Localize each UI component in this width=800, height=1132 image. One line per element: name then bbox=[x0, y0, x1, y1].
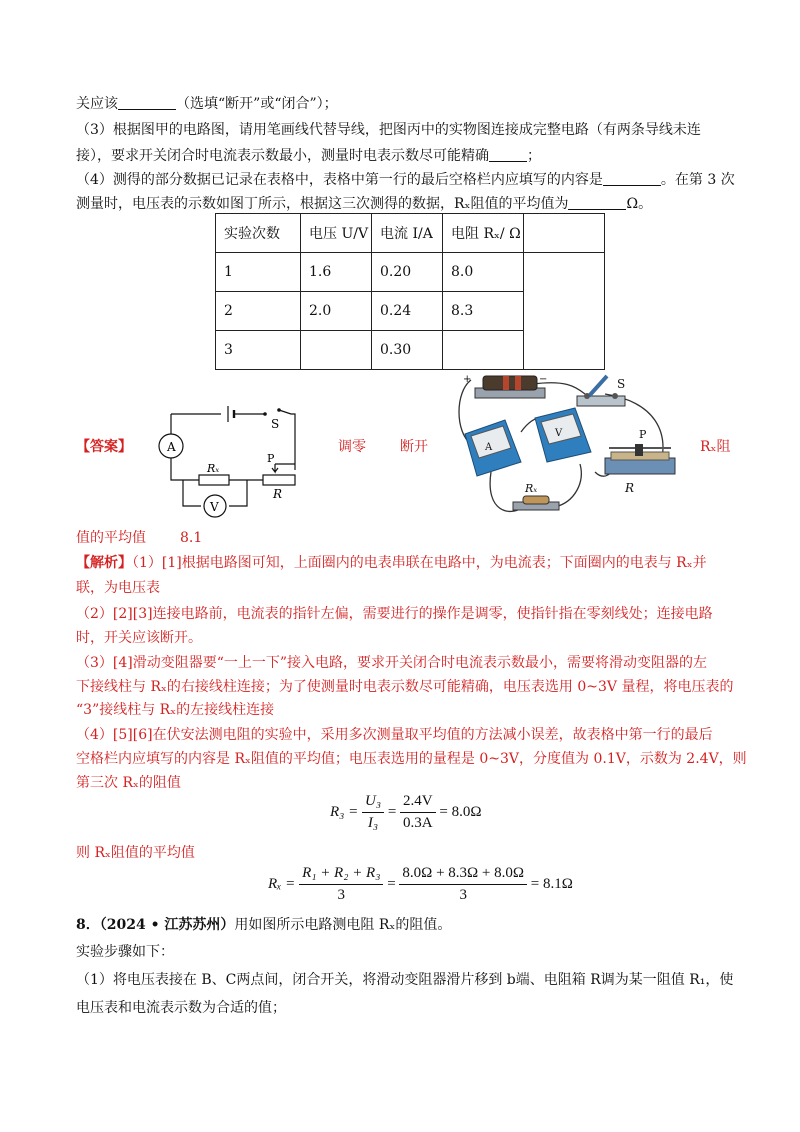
rheostat-photo-label: R bbox=[625, 481, 635, 495]
question-line: 实验步骤如下： bbox=[76, 944, 174, 960]
formula-lhs: Rₓ = bbox=[268, 875, 296, 892]
analysis-line: 第三次 Rₓ的阻值 bbox=[76, 775, 181, 791]
answer-blank bbox=[568, 195, 626, 210]
battery-icon bbox=[463, 374, 547, 398]
rheostat-label: R bbox=[273, 487, 283, 501]
text: 。在第 3 次 bbox=[660, 172, 735, 188]
table-header: 实验次数 bbox=[216, 214, 301, 253]
table-header: 电流 I/A bbox=[372, 214, 443, 253]
battery-plus: + bbox=[463, 374, 472, 385]
fraction-numerator: 8.0Ω + 8.3Ω + 8.0Ω bbox=[399, 865, 527, 885]
fraction bbox=[299, 865, 383, 904]
formula-r3 bbox=[330, 793, 481, 832]
rheostat-slider-label: P bbox=[639, 428, 647, 441]
analysis-line: 下接线柱与 Rₓ的右接线柱连接；为了使测量时电表示数尽可能精确，电压表选用 0~3V 量程，将电压表的 bbox=[76, 679, 734, 695]
circuit-diagram bbox=[155, 398, 305, 518]
fraction-denominator: 0.3A bbox=[403, 815, 433, 831]
fraction bbox=[400, 793, 436, 832]
text: Ω。 bbox=[626, 196, 653, 212]
fraction-denominator: I₃ bbox=[367, 815, 379, 831]
resistor-rx-symbol bbox=[199, 475, 229, 485]
voltmeter-icon bbox=[535, 408, 591, 462]
table-cell bbox=[443, 331, 524, 370]
answer-blank bbox=[603, 171, 661, 186]
table-cell: 0.30 bbox=[372, 331, 443, 370]
table-header: 电压 U/V bbox=[301, 214, 372, 253]
fraction bbox=[399, 865, 527, 904]
answer-line bbox=[76, 528, 202, 548]
text: 关应该 bbox=[76, 96, 118, 112]
answer-3: Rₓ阻 bbox=[700, 439, 731, 455]
question-line bbox=[76, 170, 735, 190]
answer-2: 断开 bbox=[400, 439, 428, 455]
table-cell: 8.3 bbox=[443, 292, 524, 331]
switch-icon bbox=[577, 376, 625, 406]
answer-blank bbox=[118, 95, 176, 110]
question-source: （2024 • 江苏苏州） bbox=[99, 917, 235, 933]
ammeter-label: A bbox=[167, 440, 176, 454]
fraction bbox=[362, 793, 384, 832]
ammeter-icon bbox=[465, 420, 521, 476]
question-8-title bbox=[76, 915, 451, 935]
fraction-denominator: 3 bbox=[459, 887, 467, 903]
analysis-line: “3”接线柱与 Rₓ的左接线柱连接 bbox=[76, 702, 275, 718]
analysis-line: 时，开关应该断开。 bbox=[76, 630, 202, 646]
answer-label: 【答案】 bbox=[76, 439, 132, 455]
formula-equals: = bbox=[387, 875, 396, 892]
text: 接），要求开关闭合时电流表示数最小，测量时电表示数尽可能精确 bbox=[76, 148, 489, 164]
analysis-line: 联，为电压表 bbox=[76, 580, 160, 596]
data-table bbox=[215, 213, 605, 370]
fraction-numerator: 2.4V bbox=[400, 793, 436, 813]
text: （选填“断开”或“闭合”）； bbox=[176, 96, 338, 112]
question-line: （1）将电压表接在 B、C两点间，闭合开关，将滑动变阻器滑片移到 b端、电阻箱 R调为某一阻值 R₁，使 bbox=[76, 972, 734, 988]
table-cell: 1 bbox=[216, 253, 301, 292]
formula-lhs: R₃ = bbox=[330, 803, 359, 820]
fraction-numerator: U₃ bbox=[362, 793, 384, 813]
text: 值的平均值 bbox=[76, 530, 146, 546]
analysis-line: 则 Rₓ阻值的平均值 bbox=[76, 845, 195, 861]
analysis-line: （4）[5][6]在伏安法测电阻的实验中，采用多次测量取平均值的方法减小误差，故表格中第一行的最后 bbox=[76, 727, 713, 743]
voltmeter-photo-label: V bbox=[555, 428, 563, 439]
table-row bbox=[216, 253, 605, 292]
ammeter-photo-label: A bbox=[485, 442, 493, 453]
resistor-photo-label: Rₓ bbox=[525, 482, 538, 495]
analysis-line bbox=[76, 553, 707, 573]
text: （4）测得的部分数据已记录在表格中，表格中第一行的最后空格栏内应填写的内容是 bbox=[76, 172, 603, 188]
question-line bbox=[76, 94, 338, 114]
question-number: 8． bbox=[76, 917, 100, 933]
table-cell: 0.20 bbox=[372, 253, 443, 292]
text: 测量时，电压表的示数如图丁所示，根据这三次测得的数据，Rₓ阻值的平均值为 bbox=[76, 196, 569, 212]
formula-equals: = bbox=[387, 803, 397, 820]
table-cell bbox=[301, 331, 372, 370]
table-cell: 1.6 bbox=[301, 253, 372, 292]
question-line: 电压表和电流表示数为合适的值； bbox=[76, 1000, 286, 1016]
analysis-line: （2）[2][3]连接电路前，电流表的指针左偏，需要进行的操作是调零，使指针指在零刻线处；连接电路 bbox=[76, 606, 713, 622]
question-line bbox=[76, 194, 652, 214]
table-cell-average bbox=[524, 253, 605, 370]
text: 用如图所示电路测电阻 Rₓ的阻值。 bbox=[234, 917, 452, 933]
answer-blank bbox=[489, 147, 527, 162]
switch-photo-label: S bbox=[617, 377, 626, 391]
table-cell: 2 bbox=[216, 292, 301, 331]
answer-1: 调零 bbox=[338, 439, 366, 455]
resistor-rx-label: Rₓ bbox=[207, 462, 220, 475]
slider-label: P bbox=[267, 452, 275, 465]
fraction-numerator: R₁ + R₂ + R₃ bbox=[299, 865, 383, 885]
fraction-denominator: 3 bbox=[337, 887, 345, 903]
formula-rx bbox=[268, 865, 573, 904]
battery-minus: − bbox=[539, 374, 548, 385]
table-cell: 8.0 bbox=[443, 253, 524, 292]
question-line: （3）根据图甲的电路图，请用笔画线代替导线，把图丙中的实物图连接成完整电路（有两条导线未连 bbox=[76, 122, 701, 138]
rheostat-symbol bbox=[263, 475, 295, 485]
table-cell: 3 bbox=[216, 331, 301, 370]
formula-result: = 8.0Ω bbox=[439, 803, 482, 820]
analysis-line: （3）[4]滑动变阻器要“一上一下”接入电路，要求开关闭合时电流表示数最小，需要将滑动变阻器的左 bbox=[76, 655, 708, 671]
table-header bbox=[524, 214, 605, 253]
switch-label: S bbox=[271, 417, 280, 431]
resistor-photo-icon bbox=[513, 482, 559, 510]
table-header: 电阻 Rₓ/ Ω bbox=[443, 214, 524, 253]
table-header-row bbox=[216, 214, 605, 253]
answer-4: 8.1 bbox=[180, 530, 203, 546]
apparatus-illustration bbox=[455, 372, 685, 522]
voltmeter-label: V bbox=[210, 500, 219, 514]
question-line bbox=[76, 146, 541, 166]
text: （1）[1]根据电路图可知，上面圈内的电表串联在电路中，为电流表；下面圈内的电表与 Rₓ并 bbox=[132, 555, 707, 571]
analysis-label: 【解析】 bbox=[76, 555, 132, 571]
formula-result: = 8.1Ω bbox=[530, 875, 573, 892]
table-cell: 2.0 bbox=[301, 292, 372, 331]
table-cell: 0.24 bbox=[372, 292, 443, 331]
analysis-line: 空格栏内应填写的内容是 Rₓ阻值的平均值；电压表选用的量程是 0~3V，分度值为 0.1V，示数为 2.4V，则 bbox=[76, 751, 747, 767]
text: ； bbox=[527, 148, 541, 164]
rheostat-icon bbox=[605, 428, 675, 495]
